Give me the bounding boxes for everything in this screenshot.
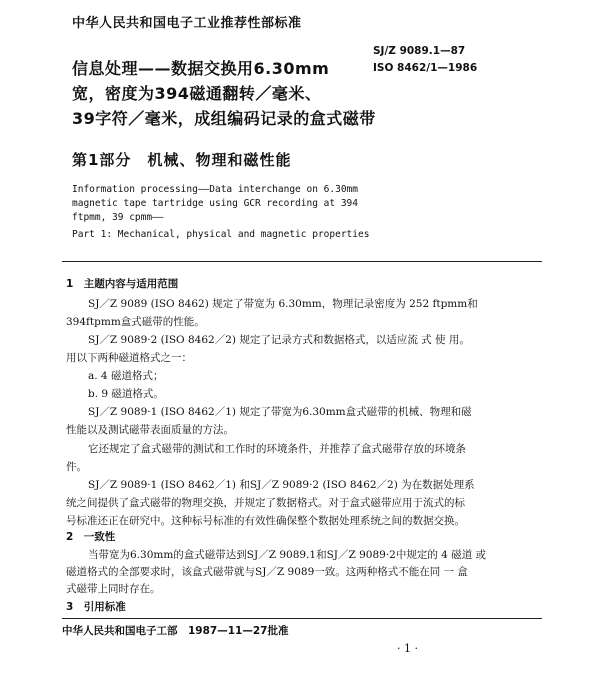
english-title-line-4: Part 1: Mechanical, physical and magnetic properties bbox=[72, 229, 370, 240]
section-1-heading: 1 主题内容与适用范围 bbox=[66, 278, 179, 290]
section-1-line: 用以下两种磁道格式之一： bbox=[66, 352, 192, 364]
divider-top bbox=[62, 261, 542, 262]
part-title: 第1部分 机械、物理和磁性能 bbox=[72, 151, 292, 169]
section-1-list-item-b: b. 9 磁道格式。 bbox=[88, 388, 164, 400]
section-1-line: 统之间提供了盒式磁带的物理交换，并规定了数据格式。对于盒式磁带应用于流式的标 bbox=[66, 497, 465, 509]
title-line-1: 信息处理——数据交换用6.30mm bbox=[72, 59, 330, 78]
section-2-heading: 2 一致性 bbox=[66, 531, 116, 543]
page-number: · 1 · bbox=[397, 642, 418, 655]
section-2-line: 式磁带上同时存在。 bbox=[66, 583, 161, 595]
section-1-line: SJ／Z 9089 (ISO 8462) 规定了带宽为 6.30mm，物理记录密度为 252 ftpmm和 bbox=[88, 298, 478, 310]
standard-header: 中华人民共和国电子工业推荐性部标准 bbox=[72, 16, 302, 31]
section-1-line: 性能以及测试磁带表面质量的方法。 bbox=[66, 424, 234, 436]
title-line-2: 宽，密度为394磁通翻转／毫米、 bbox=[72, 84, 322, 103]
section-1-list-item-a: a. 4 磁道格式； bbox=[88, 370, 164, 382]
section-1-line: 号标准还正在研究中。这种标号标准的有效性确保整个数据处理系统之间的数据交换。 bbox=[66, 515, 465, 527]
section-1-line: SJ／Z 9089·1 (ISO 8462／1) 和SJ／Z 9089·2 (ISO 8462／2) 为在数据处理系 bbox=[88, 479, 475, 491]
section-1-line: 件。 bbox=[66, 461, 87, 473]
english-title-line-1: Information processing——Data interchange on 6.30mm bbox=[72, 184, 358, 195]
section-1-line: 它还规定了盒式磁带的测试和工作时的环境条件，并推荐了盒式磁带存放的环境条 bbox=[88, 443, 466, 455]
section-1-line: SJ／Z 9089·2 (ISO 8462／2) 规定了记录方式和数据格式，以适应流 式 使 用。 bbox=[88, 334, 470, 346]
title-line-3: 39字符／毫米，成组编码记录的盒式磁带 bbox=[72, 109, 376, 128]
section-2-line: 磁道格式的全部要求时，该盒式磁带就与SJ／Z 9089一致。这两种格式不能在同 一 盒 bbox=[66, 566, 468, 578]
english-title-line-3: ftpmm, 39 cpmm—— bbox=[72, 212, 164, 223]
divider-bottom bbox=[62, 618, 542, 619]
section-1-line: SJ／Z 9089·1 (ISO 8462／1) 规定了带宽为6.30mm盒式磁带的机械、物理和磁 bbox=[88, 406, 472, 418]
standard-code-sj: SJ/Z 9089.1—87 bbox=[373, 45, 466, 57]
english-title-line-2: magnetic tape tartridge using GCR recording at 394 bbox=[72, 198, 358, 209]
section-3-heading: 3 引用标准 bbox=[66, 601, 126, 613]
standard-code-iso: ISO 8462/1—1986 bbox=[373, 62, 478, 74]
section-1-line: 394ftpmm盒式磁带的性能。 bbox=[66, 316, 205, 328]
section-2-line: 当带宽为6.30mm的盒式磁带达到SJ／Z 9089.1和SJ／Z 9089·2中规定的 4 磁道 或 bbox=[88, 549, 487, 561]
approval-footer: 中华人民共和国电子工部 1987—11—27批准 bbox=[62, 625, 289, 637]
